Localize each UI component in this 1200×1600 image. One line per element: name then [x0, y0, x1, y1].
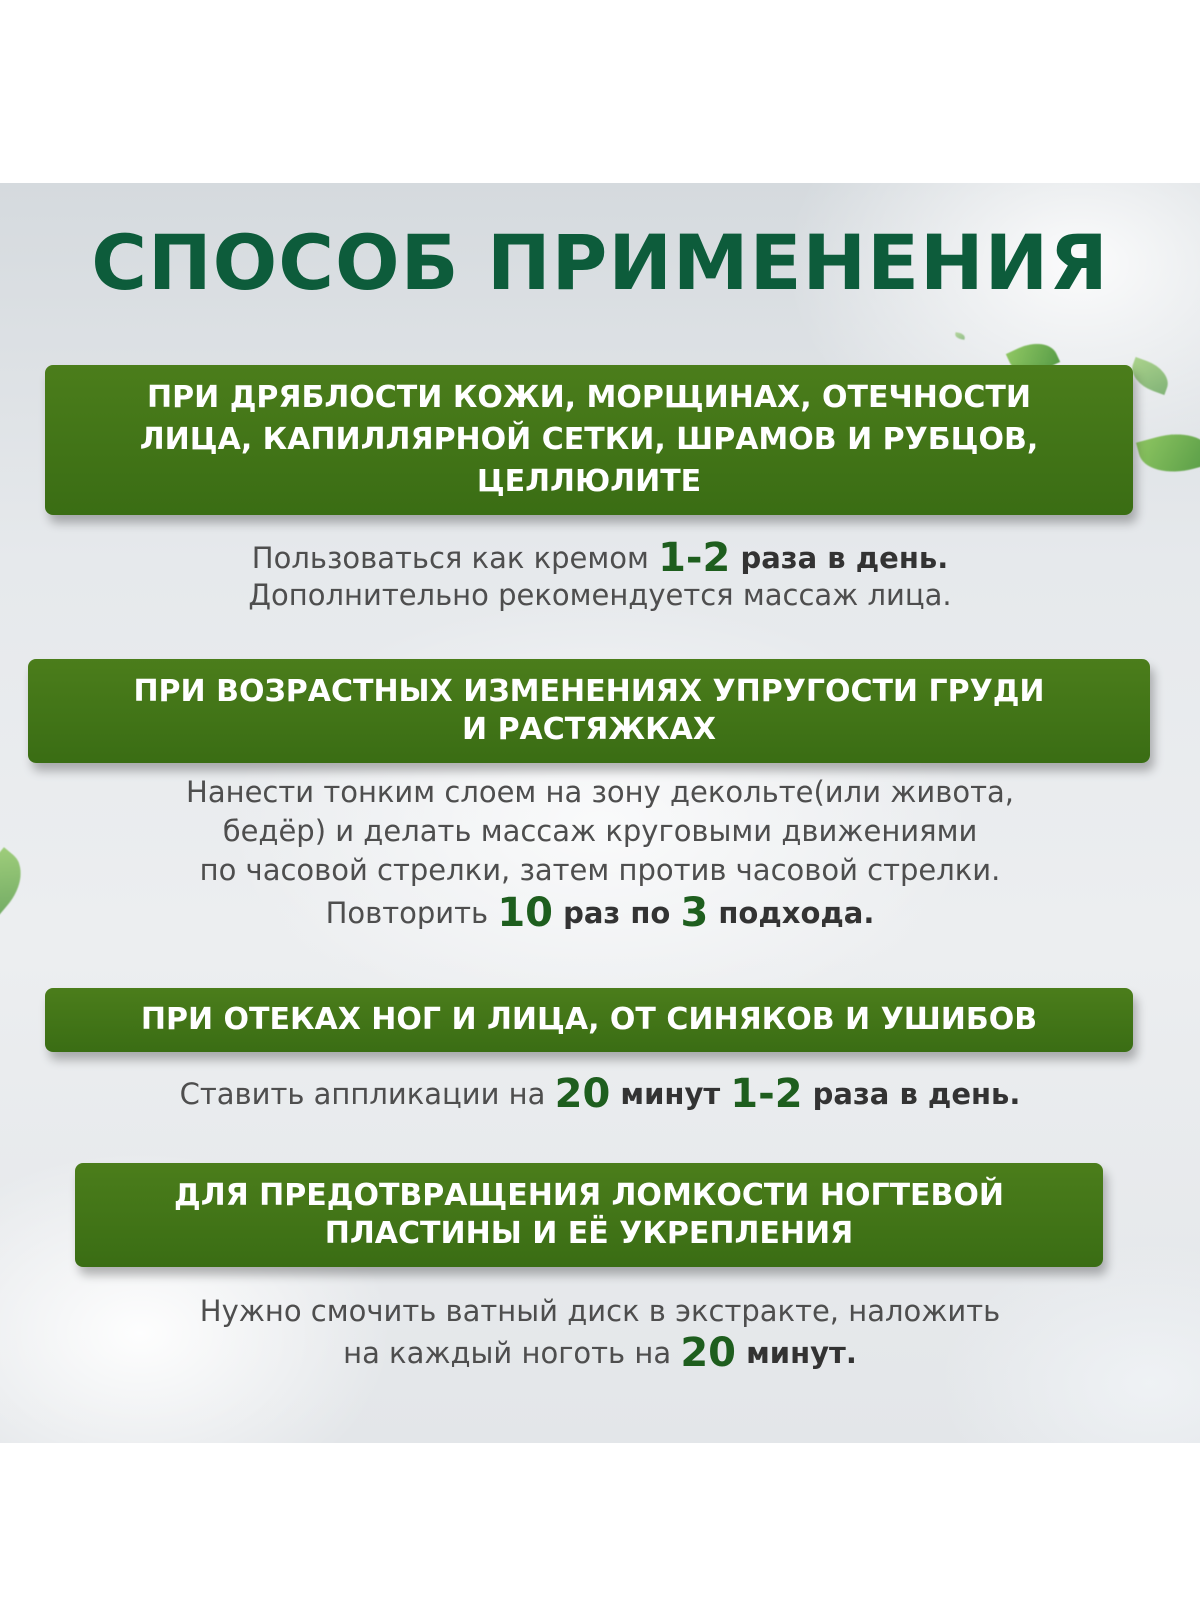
highlight-number: 1-2 [658, 535, 731, 581]
heading-line: ПЛАСТИНЫ И ЕЁ УКРЕПЛЕНИЯ [324, 1216, 854, 1251]
heading-line: ПРИ ВОЗРАСТНЫХ ИЗМЕНЕНИЯХ УПРУГОСТИ ГРУДИ [133, 674, 1045, 709]
section-heading-skin [45, 365, 1133, 515]
text-line: Ставить аппликации на 20 минут 1-2 раза в день. [179, 1071, 1021, 1117]
leaf-decoration [1136, 425, 1200, 482]
section-text-nails [0, 1290, 1200, 1374]
section-text-skin [0, 535, 1200, 614]
leaf-decoration [1127, 357, 1173, 395]
text-line: Повторить 10 раз по 3 подхода. [325, 890, 875, 936]
highlight-number: 20 [680, 1330, 736, 1376]
section-text-bust [0, 773, 1200, 936]
text-line: по часовой стрелки, затем против часовой стрелки. [199, 853, 1001, 887]
text-line: Нанести тонким слоем на зону декольте(или живота, [186, 775, 1014, 809]
text-line: Пользоваться как кремом 1-2 раза в день. [251, 535, 949, 581]
heading-line: ПРИ ДРЯБЛОСТИ КОЖИ, МОРЩИНАХ, ОТЕЧНОСТИ [147, 380, 1031, 415]
highlight-number: 10 [497, 890, 553, 936]
section-text-edema [0, 1071, 1200, 1117]
page-title: СПОСОБ ПРИМЕНЕНИЯ [91, 218, 1109, 307]
heading-line: ДЛЯ ПРЕДОТВРАЩЕНИЯ ЛОМКОСТИ НОГТЕВОЙ [173, 1178, 1005, 1213]
instructions-poster [0, 183, 1200, 1443]
heading-line: И РАСТЯЖКАХ [462, 712, 716, 747]
text-line: Нужно смочить ватный диск в экстракте, наложить [199, 1294, 1001, 1328]
highlight-number: 1-2 [730, 1071, 803, 1117]
heading-line: ПРИ ОТЕКАХ НОГ И ЛИЦА, ОТ СИНЯКОВ И УШИБОВ [140, 1002, 1038, 1037]
leaf-decoration [955, 332, 966, 340]
section-heading-nails [75, 1163, 1103, 1267]
heading-line: ЦЕЛЛЮЛИТЕ [476, 464, 702, 499]
heading-line: ЛИЦА, КАПИЛЛЯРНОЙ СЕТКИ, ШРАМОВ И РУБЦОВ, [139, 422, 1039, 457]
highlight-number: 20 [554, 1071, 611, 1117]
text-line: на каждый ноготь на 20 минут. [343, 1330, 857, 1376]
highlight-number: 3 [680, 890, 709, 936]
section-heading-edema [45, 988, 1133, 1052]
text-line: бедёр) и делать массаж круговыми движениями [222, 814, 978, 848]
text-line: Дополнительно рекомендуется массаж лица. [248, 578, 952, 612]
section-heading-bust [28, 659, 1150, 763]
